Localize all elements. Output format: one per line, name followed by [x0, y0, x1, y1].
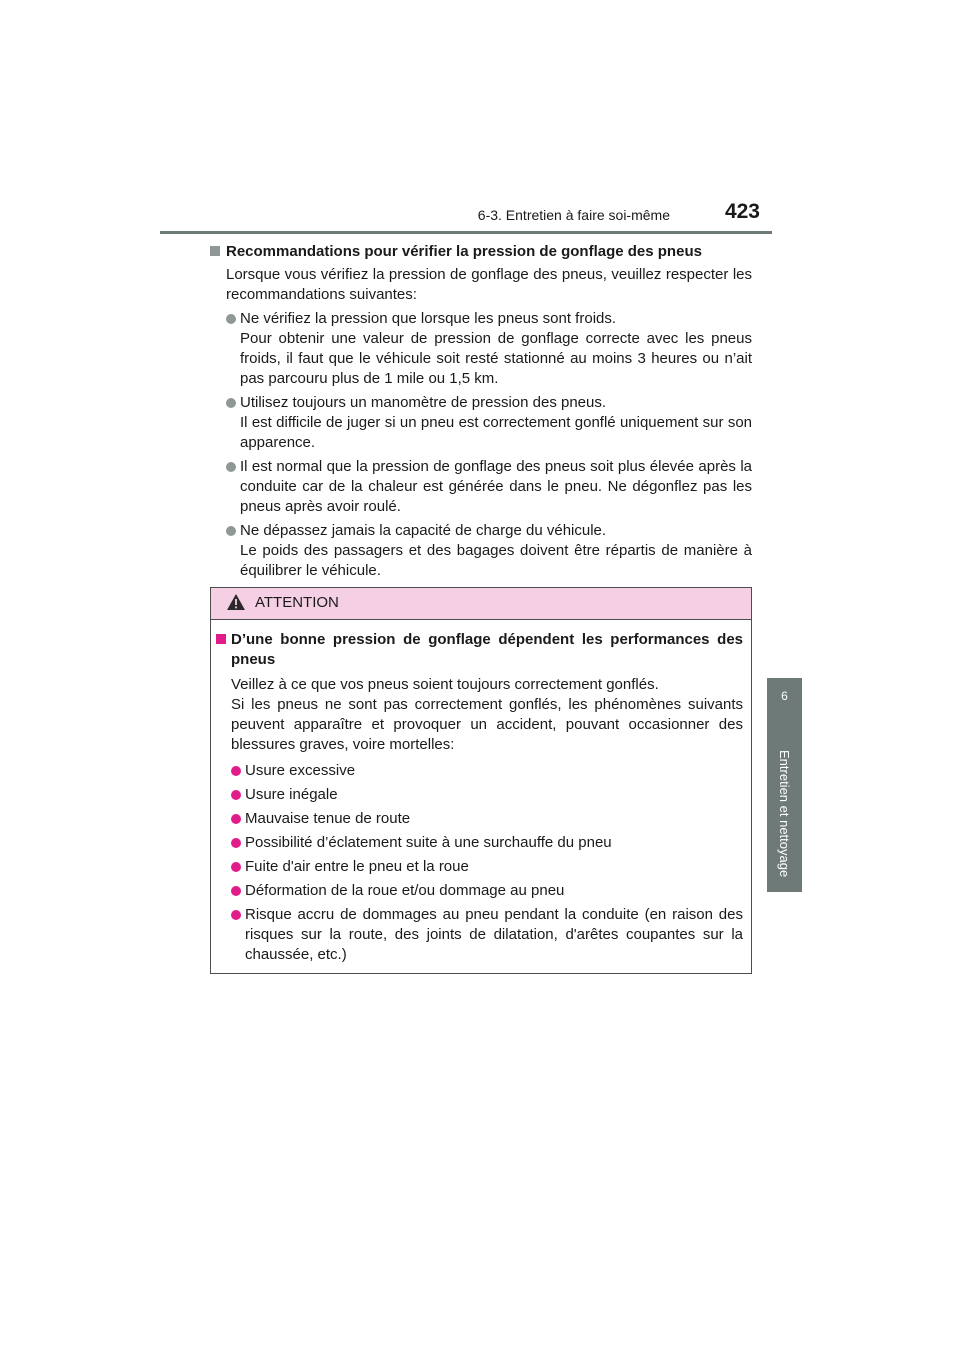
list-item: [210, 457, 752, 517]
attention-item-text: Risque accru de dommages au pneu pendant la conduite (en raison des risques sur la route, des joints de dilatation, d'arêtes coupantes sur la chaussée, etc.): [245, 906, 743, 963]
attention-heading: [216, 630, 743, 670]
list-item: [210, 521, 752, 581]
list-item-title: Ne vérifiez la pression que lorsque les pneus sont froids.: [240, 310, 617, 327]
square-bullet-icon: [216, 634, 226, 644]
attention-list-item: [216, 905, 743, 965]
attention-body: [211, 620, 751, 965]
list-item-detail: Le poids des passagers et des bagages doivent être répartis de manière à équilibrer le véhicule.: [240, 542, 752, 579]
attention-item-text: Fuite d'air entre le pneu et la roue: [245, 858, 469, 875]
attention-list-item: [216, 761, 743, 781]
section-title: 6-3. Entretien à faire soi-même: [477, 207, 670, 223]
circle-bullet-icon: [231, 790, 241, 800]
attention-paragraph: Veillez à ce que vos pneus soient toujours correctement gonflés.: [231, 676, 659, 693]
attention-item-text: Mauvaise tenue de route: [245, 810, 411, 827]
section-heading: [210, 242, 752, 262]
attention-list-item: [216, 785, 743, 805]
attention-list-item: [216, 857, 743, 877]
list-item-detail: Pour obtenir une valeur de pression de gonflage correcte avec les pneus froids, il faut que le véhicule soit resté stationné au moins 3 heures ou n’ait pas parcouru plus de 1 mile ou 1,5 km.: [240, 330, 752, 387]
list-item: [210, 309, 752, 389]
circle-bullet-icon: [231, 814, 241, 824]
warning-triangle-icon: [226, 593, 246, 611]
circle-bullet-icon: [226, 398, 236, 408]
list-item: [210, 393, 752, 453]
recommendation-list: [210, 309, 752, 581]
attention-item-text: Déformation de la roue et/ou dommage au pneu: [245, 882, 565, 899]
attention-item-text: Possibilité d’éclatement suite à une surchauffe du pneu: [245, 834, 612, 851]
attention-list-item: [216, 809, 743, 829]
chapter-number: 6: [781, 689, 788, 703]
page-header: [160, 198, 772, 236]
attention-list-item: [216, 833, 743, 853]
attention-header: [211, 588, 751, 620]
section-heading-text: Recommandations pour vérifier la pression de gonflage des pneus: [226, 243, 702, 260]
attention-list-item: [216, 881, 743, 901]
attention-title: ATTENTION: [255, 594, 339, 611]
attention-item-text: Usure inégale: [245, 786, 338, 803]
list-item-title: Utilisez toujours un manomètre de pression des pneus.: [240, 394, 607, 411]
list-item-title: Ne dépassez jamais la capacité de charge du véhicule.: [240, 522, 607, 539]
main-content: [210, 242, 752, 585]
attention-box: [210, 587, 752, 974]
square-bullet-icon: [210, 246, 220, 256]
list-item-title: Il est normal que la pression de gonflage des pneus soit plus élevée après la conduite car de la chaleur est générée dans le pneu. Ne dégonflez pas les pneus après avoir roulé.: [240, 458, 752, 515]
circle-bullet-icon: [231, 862, 241, 872]
chapter-side-tab[interactable]: [767, 678, 802, 892]
page-number: 423: [724, 200, 760, 223]
attention-item-text: Usure excessive: [245, 762, 356, 779]
attention-heading-text: D’une bonne pression de gonflage dépendent les performances des pneus: [231, 631, 743, 668]
circle-bullet-icon: [226, 314, 236, 324]
circle-bullet-icon: [231, 910, 241, 920]
circle-bullet-icon: [231, 766, 241, 776]
circle-bullet-icon: [231, 838, 241, 848]
circle-bullet-icon: [226, 462, 236, 472]
attention-paragraph: Si les pneus ne sont pas correctement gonflés, les phénomènes suivants peuvent apparaître et provoquer un accident, pouvant occasionner des blessures graves, voire mortelles:: [231, 696, 743, 753]
header-divider: [160, 231, 772, 234]
circle-bullet-icon: [226, 526, 236, 536]
circle-bullet-icon: [231, 886, 241, 896]
list-item-detail: Il est difficile de juger si un pneu est correctement gonflé uniquement sur son apparence.: [240, 414, 752, 451]
chapter-title: Entretien et nettoyage: [777, 750, 792, 878]
intro-paragraph: Lorsque vous vérifiez la pression de gonflage des pneus, veuillez respecter les recommandations suivantes:: [226, 266, 752, 303]
attention-list: [216, 761, 743, 965]
